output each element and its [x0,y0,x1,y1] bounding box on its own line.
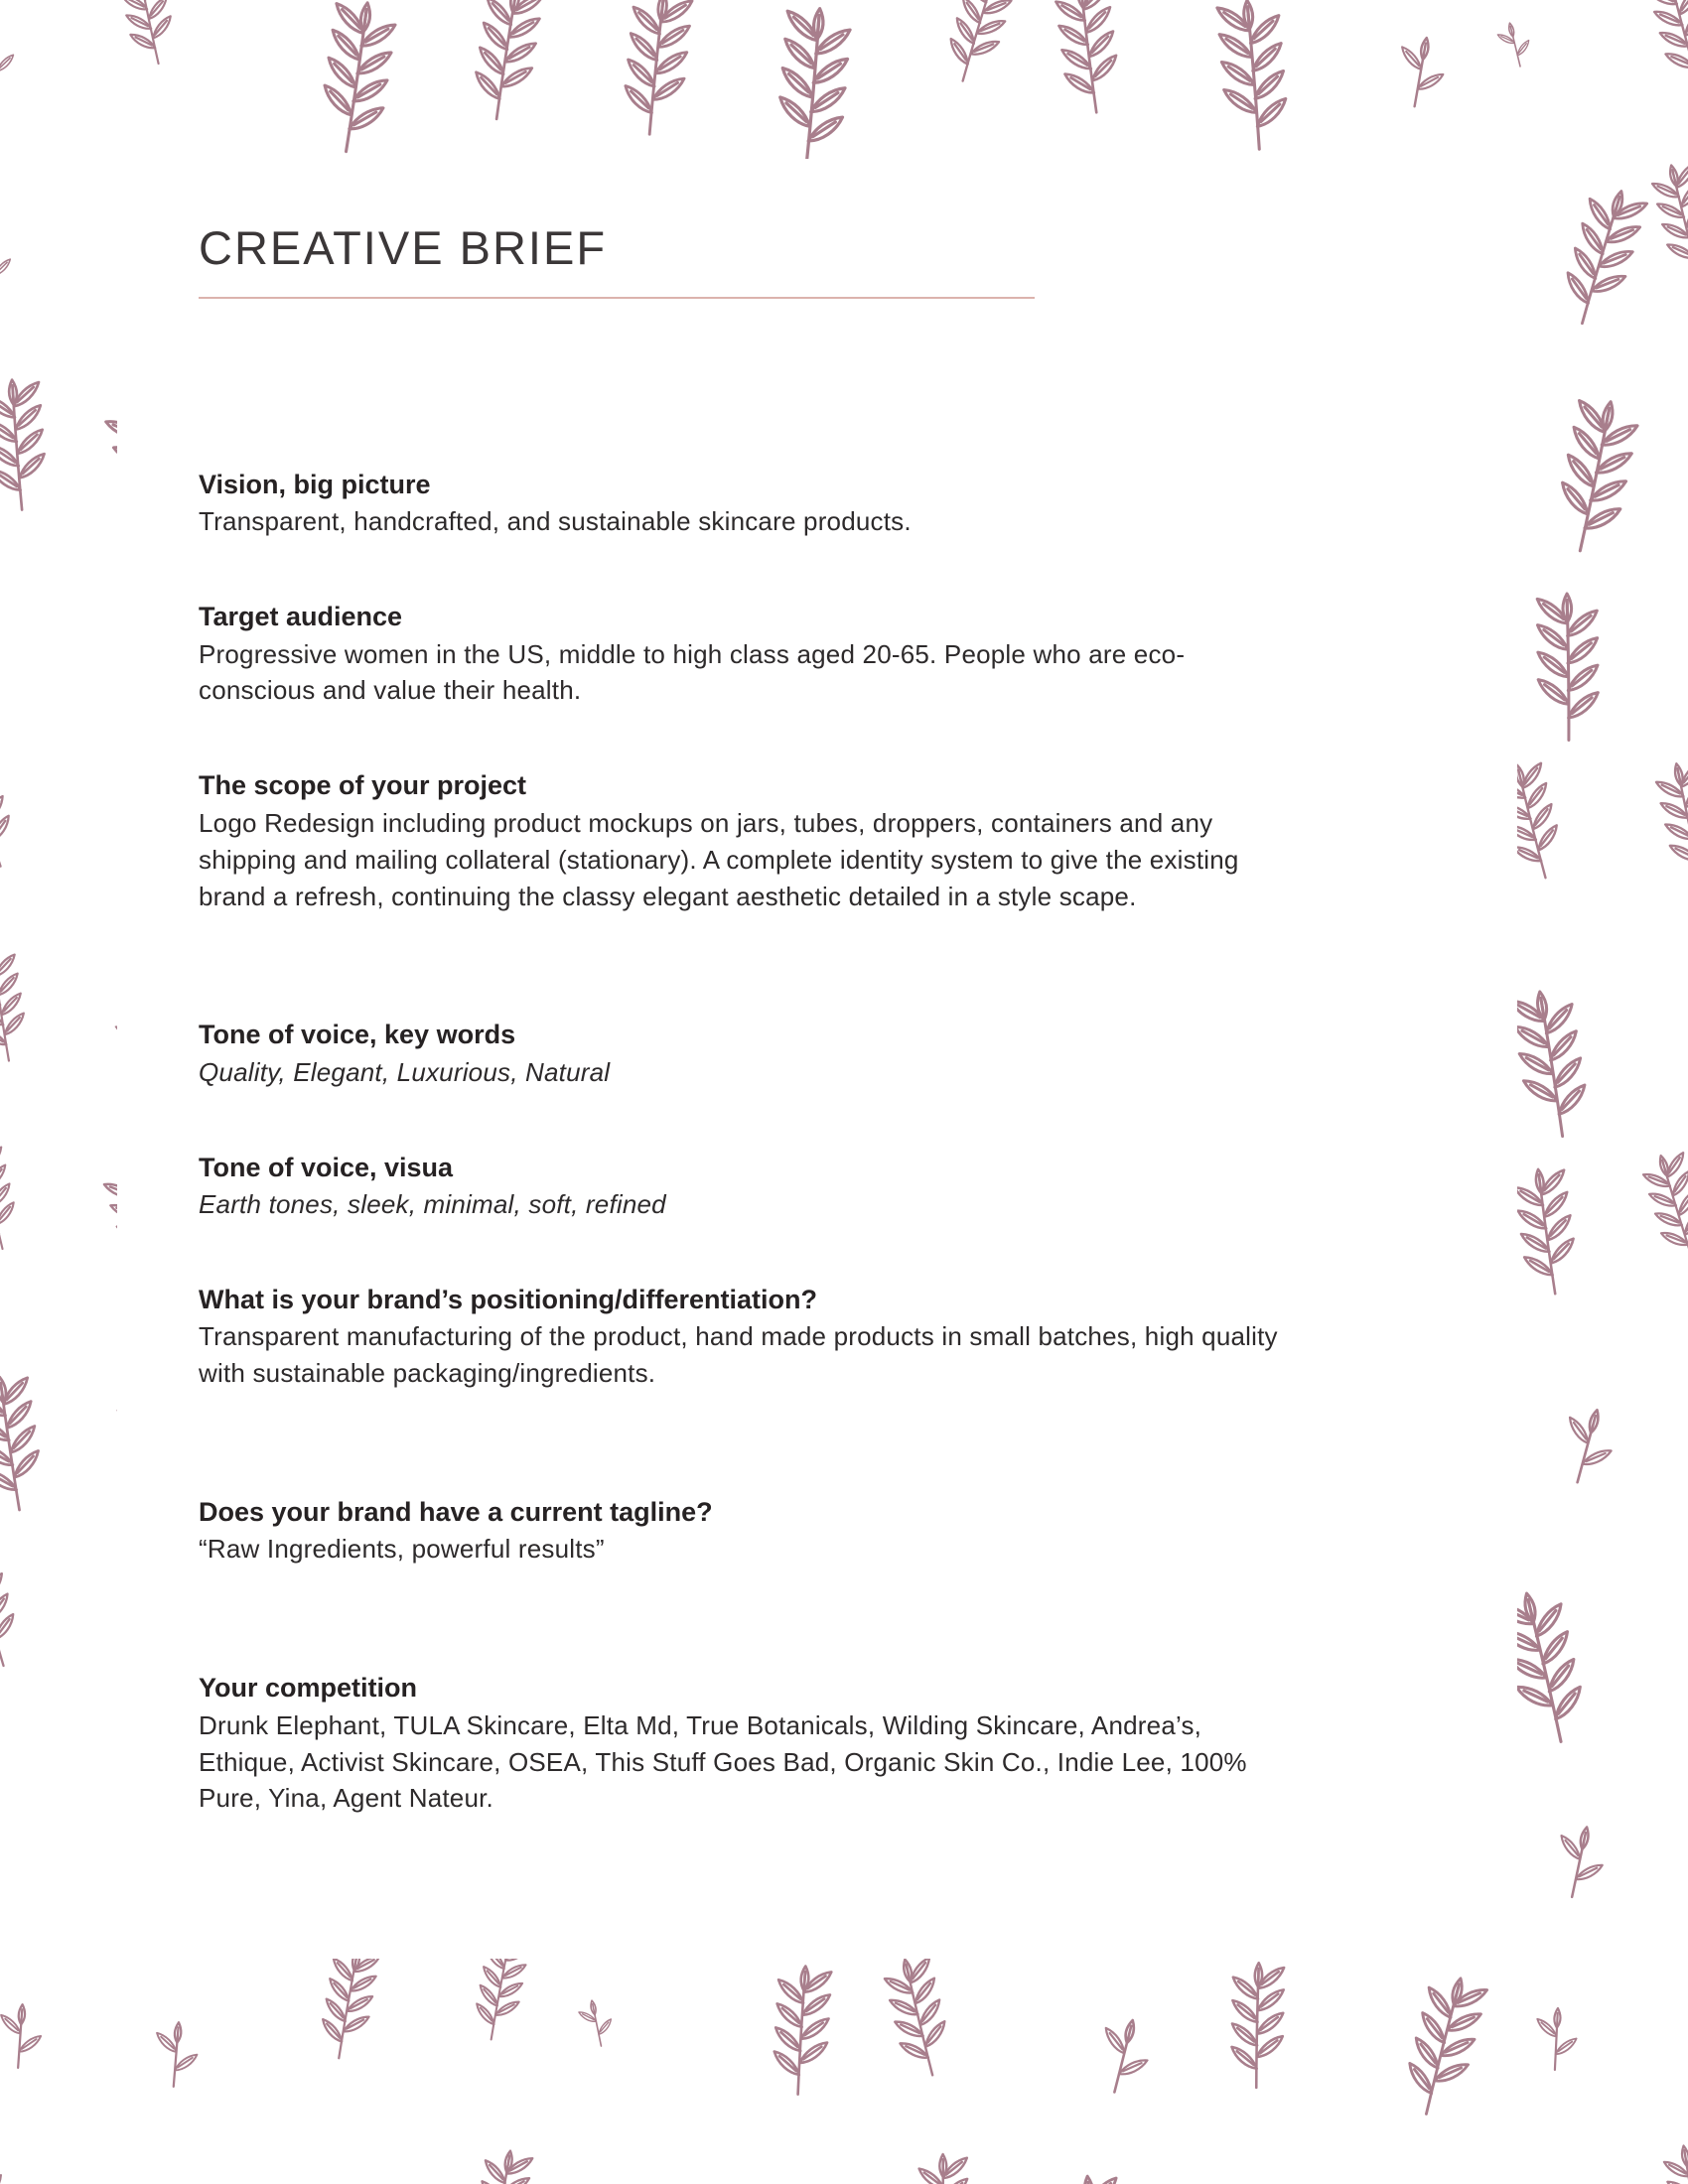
section-heading: Does your brand have a current tagline? [199,1497,713,1528]
section-tone-key-words [199,1016,1286,1090]
leaf-sprig-icon [1628,1143,1688,1273]
leaf-sprig-icon [0,946,42,1068]
leaf-sprig-icon [759,0,868,172]
leaf-sprig-icon [0,230,18,292]
section-heading: What is your brand’s positioning/differentiation? [199,1284,817,1314]
leaf-sprig-icon [300,0,414,161]
section-body: Logo Redesign including product mockups on jars, tubes, droppers, containers and any shipping and mailing collateral (stationary). A complete identity system to give the existing brand a refresh, continuing the classy elegant aesthetic detailed in a style scape. [199,807,1239,911]
leaf-sprig-icon [0,1367,61,1519]
section-body: Earth tones, sleek, minimal, soft, refined [199,1188,666,1219]
section-project-scope [199,766,1286,914]
leaf-sprig-icon [1491,15,1539,71]
page-title: CREATIVE BRIEF [199,221,608,274]
leaf-sprig-icon [572,1993,621,2052]
leaf-sprig-icon [907,2149,981,2184]
section-body: Transparent, handcrafted, and sustainable skincare products. [199,506,912,537]
leaf-sprig-icon [456,0,559,127]
leaf-sprig-icon [1650,2136,1688,2184]
section-target-audience [199,598,1286,709]
leaf-sprig-icon [0,748,34,879]
leaf-sprig-icon [868,1947,968,2086]
leaf-sprig-icon [1218,1958,1298,2090]
section-heading: The scope of your project [199,770,527,801]
leaf-sprig-icon [1542,1816,1617,1906]
leaf-sprig-icon [1522,588,1614,743]
leaf-sprig-icon [1680,557,1688,677]
leaf-sprig-icon [1547,1396,1628,1492]
section-body: “Raw Ingredients, powerful results” [199,1534,605,1565]
leaf-sprig-icon [1201,0,1306,156]
section-heading: Target audience [199,602,403,632]
leaf-sprig-icon [1045,2167,1144,2184]
leaf-sprig-icon [928,0,1031,93]
leaf-sprig-icon [458,2141,545,2184]
leaf-sprig-icon [1386,28,1457,114]
leaf-sprig-icon [0,25,21,88]
leaf-sprig-icon [1683,1593,1688,1776]
leaf-sprig-icon [0,1138,34,1257]
leaf-sprig-icon [759,1960,845,2099]
section-heading: Tone of voice, key words [199,1020,516,1050]
leaf-sprig-icon [1641,752,1688,887]
section-heading: Tone of voice, visua [199,1152,454,1182]
section-heading: Your competition [199,1673,417,1704]
leaf-sprig-icon [305,1940,391,2066]
leaf-sprig-icon [1683,428,1688,498]
section-positioning [199,1281,1286,1392]
leaf-sprig-icon [1384,1964,1503,2127]
section-tagline [199,1493,1286,1568]
section-competition [199,1669,1286,1817]
leaf-sprig-icon [1529,2002,1583,2073]
leaf-sprig-icon [104,0,191,71]
leaf-sprig-icon [1682,956,1688,1081]
section-tone-visual [199,1149,1286,1223]
leaf-sprig-icon [147,2015,206,2091]
leaf-sprig-icon [1534,387,1657,563]
leaf-sprig-icon [0,1544,38,1677]
leaf-sprig-icon [607,0,708,141]
leaf-sprig-icon [1041,0,1136,119]
leaf-sprig-icon [93,2173,221,2184]
title-divider [199,297,1035,299]
section-body: Progressive women in the US, middle to high class aged 20-65. People who are eco-conscious and value their health. [199,638,1186,706]
section-heading: Vision, big picture [199,470,431,499]
content-panel [117,159,1517,1959]
leaf-sprig-icon [1084,2007,1164,2103]
section-vision [199,466,1286,540]
leaf-sprig-icon [1632,0,1688,95]
leaf-sprig-icon [0,2129,29,2184]
section-body: Transparent manufacturing of the product, hand made products in small batches, high quality with sustainable packaging/ingredients. [199,1321,1278,1389]
leaf-sprig-icon [0,1997,49,2072]
section-body: Quality, Elegant, Luxurious, Natural [199,1056,611,1087]
leaf-sprig-icon [0,372,62,515]
section-body: Drunk Elephant, TULA Skincare, Elta Md, True Botanicals, Wilding Skincare, Andrea’s, Ethique, Activist Skincare, OSEA, This Stuff Goes Bad, Organic Skin Co., Indie Lee, 100% Pure, Yina, Agent Nateur. [199,1709,1247,1814]
